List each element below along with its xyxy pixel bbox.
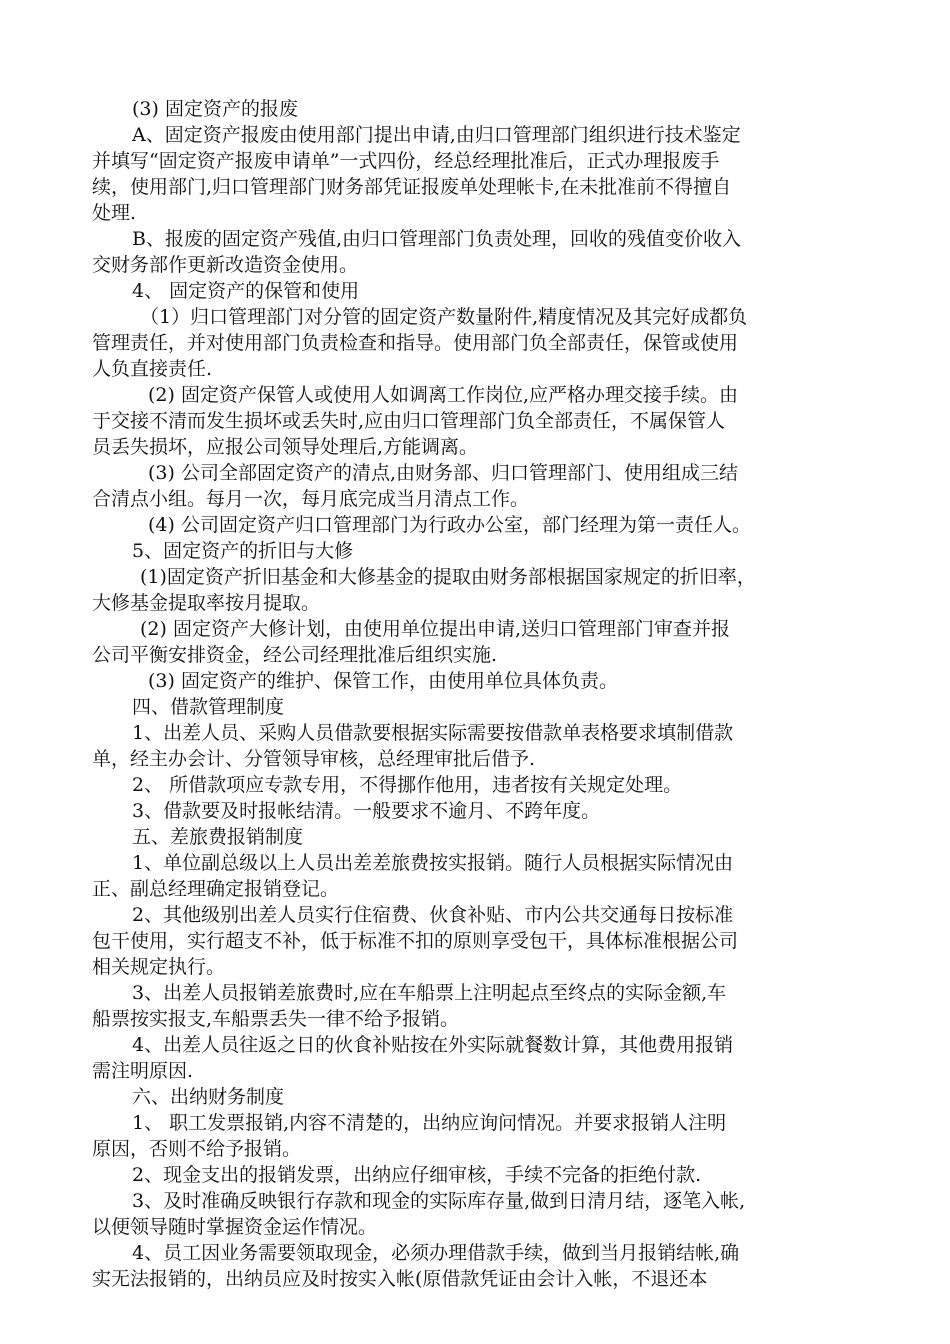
text-line: 于交接不清而发生损坏或丢失时,应由归口管理部门负全部责任，不属保管人 [92, 410, 726, 432]
text-line: 四、借款管理制度 [132, 696, 285, 718]
text-line: 续，使用部门,归口管理部门财务部凭证报废单处理帐卡,在未批准前不得擅自 [92, 176, 732, 198]
text-line: 1、单位副总级以上人员出差差旅费按实报销。随行人员根据实际情况由 [132, 852, 734, 874]
text-line: 正、副总经理确定报销登记。 [92, 878, 340, 900]
text-line: 合清点小组。每月一次，每月底完成当月清点工作。 [92, 488, 530, 510]
text-line: 人负直接责任. [92, 358, 213, 380]
text-line: 3、借款要及时报帐结清。一般要求不逾月、不跨年度。 [132, 800, 601, 822]
text-line: B、报废的固定资产残值,由归口管理部门负责处理，回收的残值变价收入 [132, 228, 742, 250]
text-line: 1、出差人员、采购人员借款要根据实际需要按借款单表格要求填制借款 [132, 722, 734, 744]
text-line: 五、差旅费报销制度 [132, 826, 304, 848]
text-line: (3) 固定资产的报废 [132, 98, 298, 120]
text-line: 实无法报销的，出纳员应及时按实入帐(原借款凭证由会计入帐，不退还本 [92, 1268, 708, 1290]
text-line: 交财务部作更新改造资金使用。 [92, 254, 359, 276]
text-line: 处理. [92, 202, 137, 224]
text-line: 包干使用，实行超支不补，低于标准不扣的原则享受包干，具体标准根据公司 [92, 930, 739, 952]
text-line: (2) 固定资产大修计划，由使用单位提出申请,送归口管理部门审查并报 [140, 618, 730, 640]
text-line: (2) 固定资产保管人或使用人如调离工作岗位,应严格办理交接手续。由 [148, 384, 738, 406]
text-line: 并填写“固定资产报废申请单”一式四份，经总经理批准后，正式办理报废手 [92, 150, 720, 172]
text-line: 5、固定资产的折旧与大修 [132, 540, 354, 562]
text-line: 公司平衡安排资金，经公司经理批准后组织实施. [92, 644, 498, 666]
text-line: 大修基金提取率按月提取。 [92, 592, 321, 614]
text-line: 3、及时准确反映银行存款和现金的实际库存量,做到日清月结，逐笔入帐, [132, 1190, 746, 1212]
text-line: 4、 固定资产的保管和使用 [132, 280, 360, 302]
text-line: 2、现金支出的报销发票，出纳应仔细审核，手续不完备的拒绝付款. [132, 1164, 702, 1186]
text-line: 原因，否则不给予报销。 [92, 1138, 302, 1160]
text-line: 2、其他级别出差人员实行住宿费、伙食补贴、市内公共交通每日按标准 [132, 904, 734, 926]
text-line: (4) 公司固定资产归口管理部门为行政办公室，部门经理为第一责任人。 [148, 514, 751, 536]
text-line: 六、出纳财务制度 [132, 1086, 285, 1108]
text-line: 相关规定执行。 [92, 956, 226, 978]
text-line: 1、 职工发票报销,内容不清楚的，出纳应询问情况。并要求报销人注明 [132, 1112, 727, 1134]
text-line: 以便领导随时掌握资金运作情况。 [92, 1216, 378, 1238]
text-line: （1）归口管理部门对分管的固定资产数量附件,精度情况及其完好成都负 [140, 306, 748, 328]
text-line: 3、出差人员报销差旅费时,应在车船票上注明起点至终点的实际金额,车 [132, 982, 727, 1004]
text-line: 2、 所借款项应专款专用，不得挪作他用，违者按有关规定处理。 [132, 774, 683, 796]
text-line: (1)固定资产折旧基金和大修基金的提取由财务部根据国家规定的折旧率， [140, 566, 756, 588]
text-line: A、固定资产报废由使用部门提出申请,由归口管理部门组织进行技术鉴定 [132, 124, 741, 146]
text-line: (3) 固定资产的维护、保管工作，由使用单位具体负责。 [148, 670, 618, 692]
text-line: 船票按实报支,车船票丢失一律不给予报销。 [92, 1008, 460, 1030]
document-page [92, 96, 862, 1292]
text-line: 需注明原因. [92, 1060, 194, 1082]
text-line: 管理责任，并对使用部门负责检查和指导。使用部门负全部责任，保管或使用 [92, 332, 739, 354]
text-line: (3) 公司全部固定资产的清点,由财务部、归口管理部门、使用组成三结 [148, 462, 738, 484]
text-line: 单，经主办会计、分管领导审核，总经理审批后借予. [92, 748, 536, 770]
text-line: 员丢失损坏，应报公司领导处理后,方能调离。 [92, 436, 479, 458]
text-line: 4、员工因业务需要领取现金，必须办理借款手续，做到当月报销结帐,确 [132, 1242, 740, 1264]
text-line: 4、出差人员往返之日的伙食补贴按在外实际就餐数计算，其他费用报销 [132, 1034, 734, 1056]
